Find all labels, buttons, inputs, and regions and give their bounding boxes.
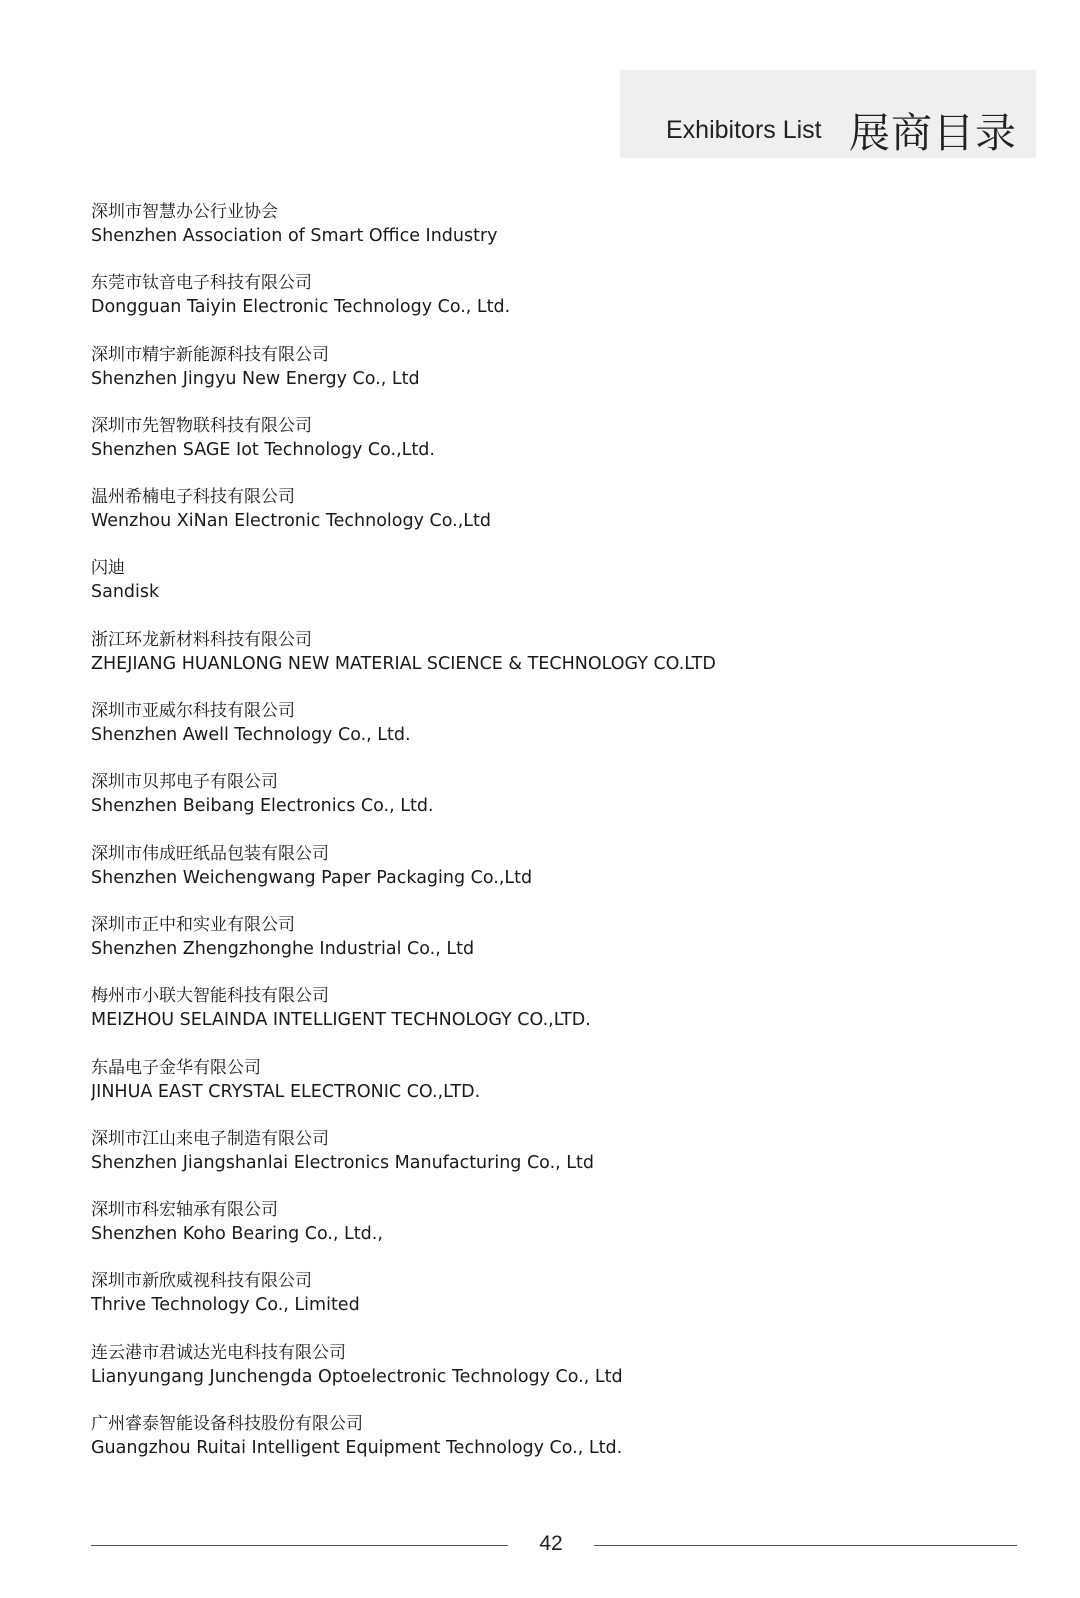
exhibitor-name-en: MEIZHOU SELAINDA INTELLIGENT TECHNOLOGY CO.,LTD. xyxy=(91,1010,591,1031)
exhibitor-name-zh: 连云港市君诚达光电科技有限公司 xyxy=(91,1342,346,1363)
exhibitor-name-zh: 温州希楠电子科技有限公司 xyxy=(91,487,295,508)
exhibitor-entry xyxy=(91,843,991,914)
exhibitor-name-en: Sandisk xyxy=(91,582,160,603)
exhibitor-name-en: Shenzhen Jingyu New Energy Co., Ltd xyxy=(91,368,420,389)
exhibitor-name-zh: 深圳市贝邦电子有限公司 xyxy=(91,772,278,793)
exhibitor-name-en: Shenzhen Association of Smart Office Industry xyxy=(91,226,498,246)
exhibitor-name-zh: 深圳市科宏轴承有限公司 xyxy=(91,1200,278,1221)
exhibitor-name-en: Guangzhou Ruitai Intelligent Equipment Technology Co., Ltd. xyxy=(91,1438,623,1459)
exhibitor-entry xyxy=(91,1199,991,1270)
exhibitor-entry xyxy=(91,201,991,272)
exhibitor-entry xyxy=(91,629,991,700)
exhibitor-entry xyxy=(91,1342,991,1413)
exhibitor-entry xyxy=(91,1270,991,1341)
exhibitor-name-zh: 浙江环龙新材料科技有限公司 xyxy=(91,629,312,650)
exhibitor-name-en: Shenzhen Koho Bearing Co., Ltd., xyxy=(91,1224,383,1245)
exhibitor-name-en: Lianyungang Junchengda Optoelectronic Technology Co., Ltd xyxy=(91,1366,623,1387)
footer-divider-left xyxy=(91,1545,508,1546)
header-title-en: Exhibitors List xyxy=(666,116,822,144)
exhibitor-name-en: Shenzhen Awell Technology Co., Ltd. xyxy=(91,725,411,746)
exhibitor-entry xyxy=(91,557,991,628)
exhibitor-name-zh: 梅州市小联大智能科技有限公司 xyxy=(91,986,329,1007)
exhibitor-entry xyxy=(91,771,991,842)
exhibitor-name-en: Shenzhen Jiangshanlai Electronics Manufacturing Co., Ltd xyxy=(91,1152,594,1173)
exhibitor-name-zh: 深圳市智慧办公行业协会 xyxy=(91,202,278,222)
footer-divider-right xyxy=(594,1545,1017,1546)
exhibitor-entry xyxy=(91,344,991,415)
exhibitor-entry xyxy=(91,1057,991,1128)
exhibitor-name-zh: 深圳市伟成旺纸品包装有限公司 xyxy=(91,843,329,864)
exhibitor-name-zh: 深圳市精宇新能源科技有限公司 xyxy=(91,344,329,365)
exhibitor-name-en: Shenzhen Weichengwang Paper Packaging Co.,Ltd xyxy=(91,867,533,888)
exhibitor-entry xyxy=(91,272,991,343)
exhibitor-entry xyxy=(91,914,991,985)
exhibitor-entry xyxy=(91,985,991,1056)
exhibitor-entry xyxy=(91,700,991,771)
page-number: 42 xyxy=(539,1532,563,1555)
exhibitor-name-zh: 东晶电子金华有限公司 xyxy=(91,1057,261,1078)
exhibitor-name-en: Dongguan Taiyin Electronic Technology Co., Ltd. xyxy=(91,297,511,318)
exhibitor-name-zh: 深圳市新欣威视科技有限公司 xyxy=(91,1271,312,1292)
exhibitor-name-en: Shenzhen Beibang Electronics Co., Ltd. xyxy=(91,796,434,817)
exhibitor-name-zh: 东莞市钛音电子科技有限公司 xyxy=(91,273,312,294)
header-banner xyxy=(620,70,1036,158)
exhibitor-name-en: Shenzhen SAGE Iot Technology Co.,Ltd. xyxy=(91,439,435,460)
exhibitor-entry xyxy=(91,1413,991,1484)
exhibitor-name-zh: 深圳市亚威尔科技有限公司 xyxy=(91,701,295,722)
exhibitor-entry xyxy=(91,1128,991,1199)
exhibitor-name-en: JINHUA EAST CRYSTAL ELECTRONIC CO.,LTD. xyxy=(91,1081,481,1102)
exhibitor-entry xyxy=(91,415,991,486)
exhibitor-name-en: Wenzhou XiNan Electronic Technology Co.,Ltd xyxy=(91,511,491,532)
exhibitor-name-zh: 闪迪 xyxy=(91,558,125,579)
exhibitor-name-zh: 深圳市江山来电子制造有限公司 xyxy=(91,1128,329,1149)
exhibitor-list xyxy=(91,201,991,1484)
exhibitor-name-en: Thrive Technology Co., Limited xyxy=(91,1295,360,1316)
exhibitor-name-zh: 广州睿泰智能设备科技股份有限公司 xyxy=(91,1414,363,1435)
header-title-zh: 展商目录 xyxy=(849,109,1017,157)
exhibitor-name-en: Shenzhen Zhengzhonghe Industrial Co., Ltd xyxy=(91,938,475,959)
exhibitor-name-zh: 深圳市正中和实业有限公司 xyxy=(91,914,295,935)
exhibitor-name-en: ZHEJIANG HUANLONG NEW MATERIAL SCIENCE & TECHNOLOGY CO.LTD xyxy=(91,653,716,674)
exhibitor-entry xyxy=(91,486,991,557)
exhibitor-name-zh: 深圳市先智物联科技有限公司 xyxy=(91,415,312,436)
page-footer xyxy=(91,1530,1017,1560)
